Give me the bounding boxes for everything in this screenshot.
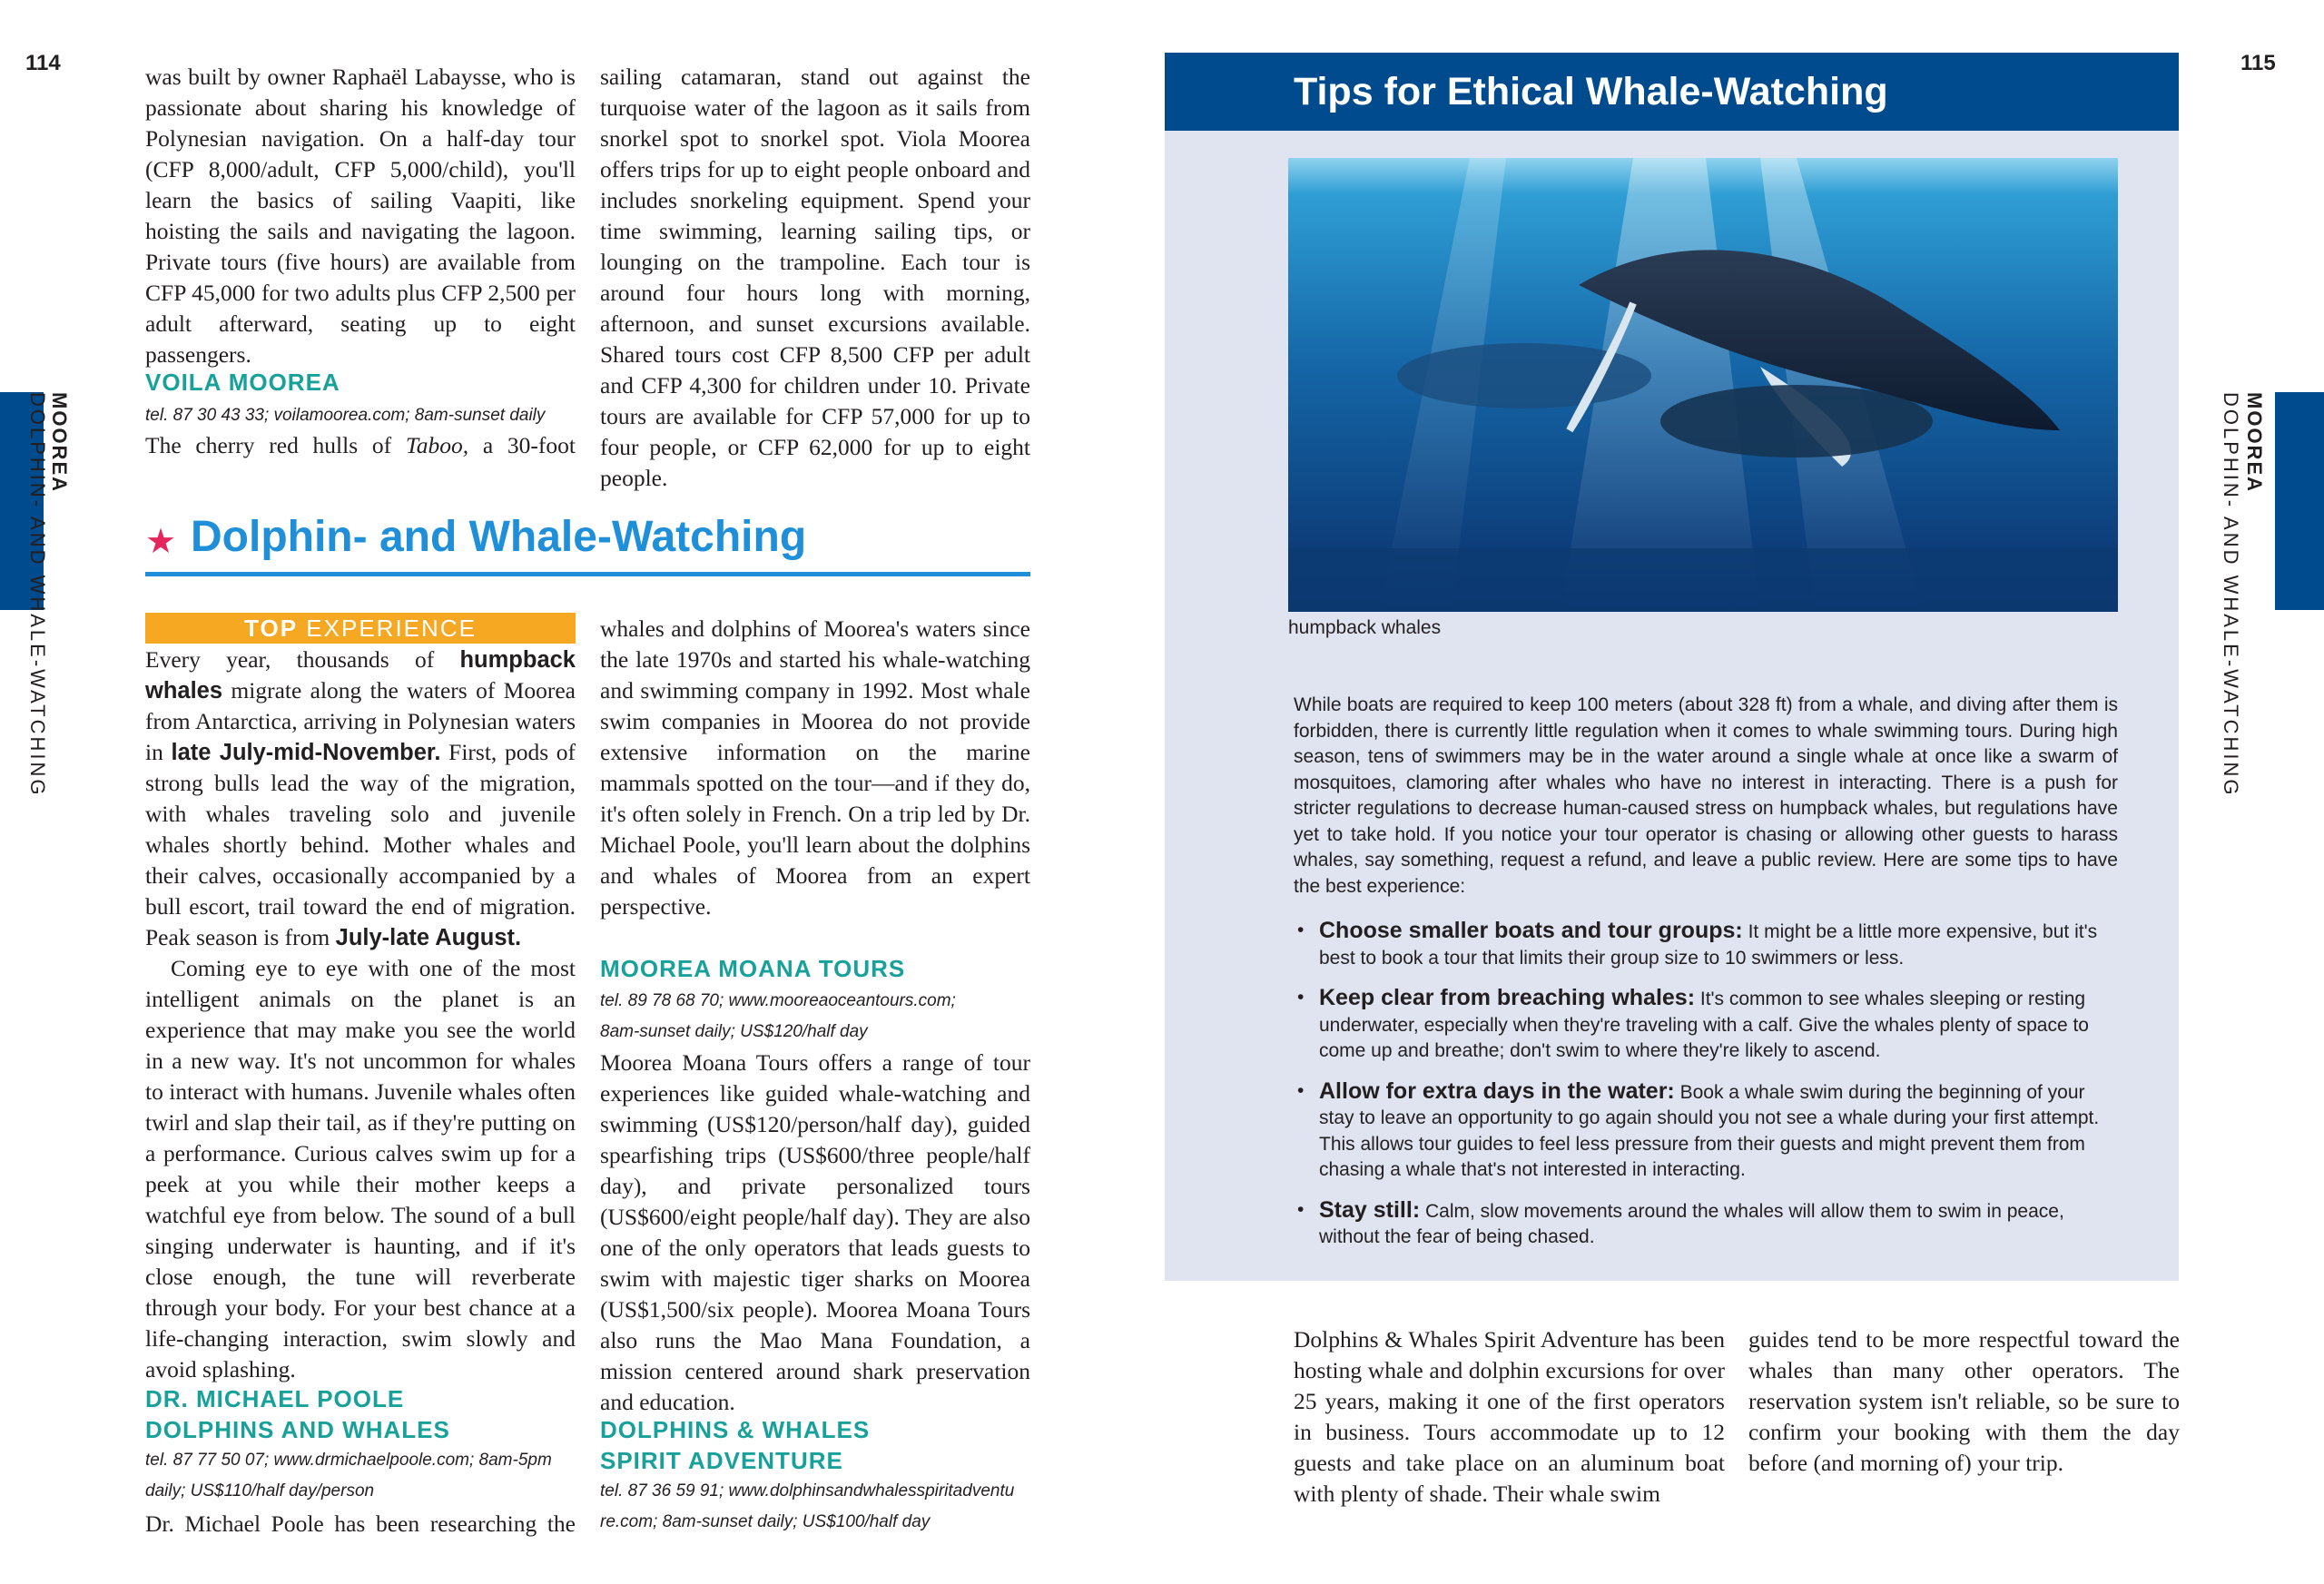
page-number-left: 114 (25, 51, 61, 75)
tip-text: It's common to see whales sleeping or resting underwater, especially when they're traveling with a calf. Give the whales plenty of space to come up and breathe; don't swim to where they're likely to ascend. (1319, 989, 2089, 1061)
voila-heading: VOILA MOOREA (145, 369, 340, 396)
bullet: • (1297, 920, 1305, 940)
tip-text: Book a whale swim during the beginning of your stay to leave an opportunity to go again should you not see a whale during your first attempt. This allows tour guides to feel less pressure from their guests and might prevent them from chasing a whale that's not interested in interacting. (1319, 1081, 2100, 1180)
side-subtitle: DOLPHIN- AND WHALE-WATCHING (26, 392, 49, 798)
text: First, pods of strong bulls lead the way of the migration, with whales traveling solo and juvenile whales shortly behind. Mother whales and their calves, occasionally accompanied by a bull escort, trail toward the end of migration. Peak season is from (145, 739, 576, 950)
poole-heading (145, 1383, 576, 1445)
voila-info: tel. 87 30 43 33; voilamoorea.com; 8am-sunset daily (145, 406, 546, 425)
tip-title: Keep clear from breaching whales: (1319, 985, 1696, 1010)
section-rule (145, 572, 1030, 576)
left-col2-top (600, 62, 1030, 494)
paragraph: was built by owner Raphaël Labaysse, who is passionate about sharing his knowledge of Polynesian navigation. On a half-day tour (CFP 8,000/adult, CFP 5,000/child), you'll learn the basics of sailing Vaapiti, like hoisting the sails and navigating the lagoon. Private tours (five hours) are available from CFP 45,000 for two adults plus CFP 2,500 per adult afterward, seating up to eight passengers. (145, 64, 576, 368)
page-number-right: 115 (2240, 51, 2276, 75)
bold-text: humpback whales (145, 647, 576, 703)
info-line: re.com; 8am-sunset daily; US$100/half day (600, 1512, 931, 1531)
tip-item (1294, 918, 2118, 971)
intro-paragraph (145, 644, 576, 953)
side-tab-right (2275, 392, 2324, 610)
side-label-left (47, 392, 71, 810)
badge-strong: TOP (244, 615, 299, 642)
tips-title: Tips for Ethical Whale-Watching (1294, 70, 1888, 113)
text: a 30-foot (468, 432, 576, 458)
left-col1-top (145, 62, 576, 370)
tip-text: It might be a little more expensive, but it's best to book a tour that limits their group size to 10 swimmers or less. (1319, 921, 2098, 969)
side-subtitle-left (25, 392, 49, 810)
bold-text: late July-mid-November. (171, 740, 441, 765)
left-col2-main (600, 614, 1030, 922)
tip-item (1294, 985, 2118, 1065)
heading-line: SPIRIT ADVENTURE (600, 1447, 843, 1474)
tips-sidebar-header (1165, 53, 2179, 131)
heading-line: DOLPHINS AND WHALES (145, 1416, 450, 1443)
side-subtitle-right (2219, 392, 2242, 810)
paragraph: Moorea Moana Tours offers a range of tour experiences like guided whale-watching and swimming (US$120/person/half day), guided spearfishing trips (US$600/three people/half day), and private personalized tours (US$600/eight people/half day). They are also one of the only operators that leads guests to swim with majestic tiger sharks on Moorea (US$1,500/six people). Moorea Moana Tours also runs the Mao Mana Foundation, a mission centered around shark preservation and education. (600, 1049, 1030, 1415)
tip-item (1294, 1197, 2118, 1251)
poole-text: Dr. Michael Poole has been researching the (145, 1510, 576, 1537)
tip-title: Choose smaller boats and tour groups: (1319, 918, 1743, 943)
tip-text: Calm, slow movements around the whales will allow them to swim in peace, without the fear of being chased. (1319, 1200, 2064, 1247)
side-label-right (2242, 392, 2266, 810)
info-line: 8am-sunset daily; US$120/half day (600, 1022, 868, 1041)
text: The cherry red hulls of (145, 432, 406, 458)
heading-line: DOLPHINS & WHALES (600, 1416, 871, 1443)
text: Every year, thousands of (145, 646, 460, 673)
bold-text: July-late August. (335, 925, 522, 950)
badge-rest: EXPERIENCE (298, 615, 477, 642)
side-title: MOOREA (2243, 392, 2266, 493)
right-col2 (1748, 1324, 2180, 1479)
voila-text (145, 430, 576, 461)
boat-name: Taboo, (405, 432, 469, 458)
info-line: tel. 89 78 68 70; www.mooreaoceantours.com; (600, 991, 956, 1010)
left-col1-main (145, 644, 576, 1385)
moana-heading: MOOREA MOANA TOURS (600, 955, 906, 982)
moana-info (600, 986, 1030, 1048)
humpback-whales-photo (1288, 158, 2118, 612)
section-heading (145, 508, 1030, 574)
section-title: Dolphin- and Whale-Watching (191, 513, 807, 561)
bullet: • (1297, 1079, 1305, 1101)
text: migrate along the waters of Moorea from Antarctica, arriving in Polynesian waters in (145, 677, 576, 765)
spirit-heading (600, 1414, 1030, 1476)
tips-list (1294, 918, 2118, 1264)
paragraph: guides tend to be more respectful toward the whales than many other operators. The reservation system isn't reliable, so be sure to confirm your booking with them the day before (and morning of) your trip. (1748, 1326, 2180, 1476)
tip-item (1294, 1078, 2118, 1184)
paragraph: Dolphins & Whales Spirit Adventure has been hosting whale and dolphin excursions for over 25 years, making it one of the first operators in business. Tours accommodate up to 12 guests and take place on an aluminum boat with plenty of shade. Their whale swim (1294, 1326, 1725, 1507)
info-line: daily; US$110/half day/person (145, 1481, 375, 1500)
side-subtitle: DOLPHIN- AND WHALE-WATCHING (2220, 392, 2242, 798)
paragraph: sailing catamaran, stand out against the turquoise water of the lagoon as it sails from snorkel spot to snorkel spot. Viola Moorea offers trips for up to eight people onboard and includes snorkeling equipment. Spend your time swimming, learning sailing tips, or lounging on the trampoline. Each tour is around four hours long with morning, afternoon, and sunset excursions available. Shared tours cost CFP 8,500 CFP per adult and CFP 4,300 for children under 10. Private tours are available for CFP 57,000 for up to four people, or CFP 62,000 for up to eight people. (600, 64, 1030, 491)
whale-illustration (1288, 158, 2118, 612)
tip-title: Allow for extra days in the water: (1319, 1077, 1675, 1104)
photo-caption: humpback whales (1288, 617, 1442, 638)
moana-text (600, 1048, 1030, 1418)
info-line: tel. 87 77 50 07; www.drmichaelpoole.com; 8am-5pm (145, 1451, 552, 1470)
side-title: MOOREA (48, 392, 71, 493)
heading-line: DR. MICHAEL POOLE (145, 1385, 405, 1412)
poole-info (145, 1445, 576, 1507)
top-experience-badge (145, 613, 576, 644)
bullet: • (1297, 987, 1305, 1008)
tip-title: Stay still: (1319, 1196, 1421, 1223)
bullet: • (1297, 1198, 1305, 1220)
paragraph: whales and dolphins of Moorea's waters since the late 1970s and started his whale-watching and swimming company in 1992. Most whale swim companies in Moorea do not provide extensive information on the marine mammals spotted on the tour—and if they do, it's often solely in French. On a trip led by Dr. Michael Poole, you'll learn about the dolphins and whales of Moorea from an expert perspective. (600, 615, 1030, 920)
paragraph: Coming eye to eye with one of the most intelligent animals on the planet is an experience that may make you see the world in a new way. It's not uncommon for whales to interact with humans. Juvenile whales often twirl and slap their tail, as if they're putting on a performance. Curious calves swim up for a peek at you while their mother keeps a watchful eye from below. The sound of a bull singing underwater is haunting, and if it's close enough, the tune will reverberate through your body. For your best chance at a life-changing interaction, swim slowly and avoid splashing. (145, 955, 576, 1382)
star-icon: ★ (145, 521, 177, 561)
spirit-info (600, 1476, 1030, 1538)
tips-intro: While boats are required to keep 100 meters (about 328 ft) from a whale, and diving after them is forbidden, there is currently little regulation when it comes to whale swimming tours. During high season, tens of swimmers may be in the water around a single whale at once like a swarm of mosquitoes, clamoring after whales who have no interest in interacting. There is a push for stricter regulations to decrease human-caused stress on humpback whales, but regulations have yet to take hold. If you notice your tour operator is chasing or allowing other guests to harass whales, say something, request a refund, and leave a public review. Here are some tips to have the best experience: (1294, 694, 2118, 897)
right-col1 (1294, 1324, 1725, 1510)
info-line: tel. 87 36 59 91; www.dolphinsandwhalesspiritadventu (600, 1481, 1015, 1500)
